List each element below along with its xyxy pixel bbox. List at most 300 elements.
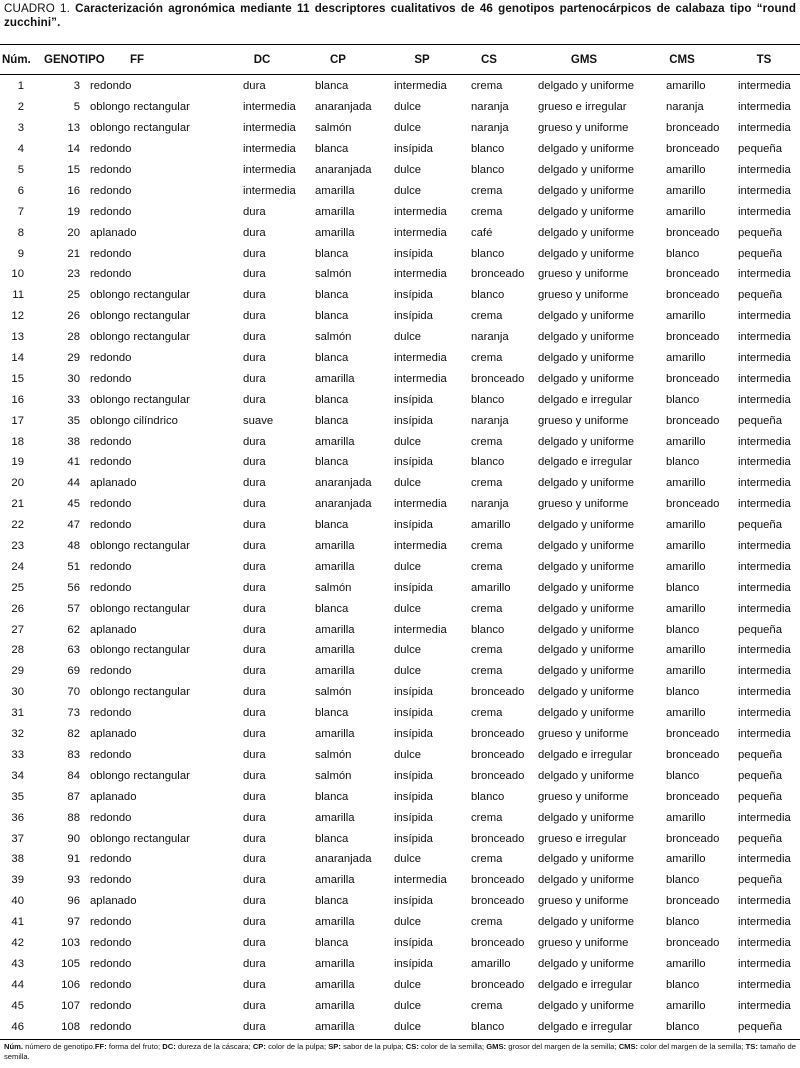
cell-gms: delgado y uniforme — [538, 811, 635, 824]
cell-sp: dulce — [394, 184, 422, 197]
cell-ts: intermedia — [738, 895, 791, 908]
cell-dc: dura — [243, 728, 266, 741]
cell-ts: intermedia — [738, 602, 791, 615]
cell-ff: aplanado — [90, 790, 137, 803]
cell-cms: bronceado — [666, 226, 720, 239]
cell-cms: naranja — [666, 101, 704, 114]
footnote-desc: sabor de la pulpa; — [340, 1042, 406, 1051]
cell-gms: grueso y uniforme — [538, 895, 629, 908]
cell-genotipo: 62 — [67, 623, 80, 636]
cell-cms: bronceado — [666, 498, 720, 511]
cell-cp: amarilla — [315, 435, 355, 448]
cell-genotipo: 103 — [61, 936, 80, 949]
cell-ff: oblongo cilíndrico — [90, 414, 178, 427]
cell-cp: blanca — [315, 707, 349, 720]
cell-dc: dura — [243, 226, 266, 239]
footnote-abbr: FF: — [94, 1042, 107, 1051]
cell-cs: blanco — [471, 143, 505, 156]
cell-sp: insípida — [394, 936, 433, 949]
cell-dc: dura — [243, 644, 266, 657]
cell-num: 20 — [11, 477, 24, 490]
table-row — [0, 828, 800, 849]
cell-ff: aplanado — [90, 226, 137, 239]
cell-ts: intermedia — [738, 101, 791, 114]
cell-cms: bronceado — [666, 728, 720, 741]
cell-num: 16 — [11, 393, 24, 406]
cell-cms: amarillo — [666, 957, 706, 970]
cell-ts: pequeña — [738, 769, 782, 782]
cell-ts: pequeña — [738, 623, 782, 636]
cell-gms: grueso y uniforme — [538, 790, 629, 803]
cell-num: 3 — [17, 122, 24, 135]
cell-num: 21 — [11, 498, 24, 511]
footnote-abbr: DC: — [162, 1042, 176, 1051]
cell-dc: intermedia — [243, 122, 296, 135]
cell-dc: dura — [243, 936, 266, 949]
cell-ff: oblongo rectangular — [90, 310, 190, 323]
cell-cp: amarilla — [315, 540, 355, 553]
cell-cms: bronceado — [666, 122, 720, 135]
cell-gms: delgado e irregular — [538, 456, 633, 469]
cell-genotipo: 90 — [67, 832, 80, 845]
cell-cp: blanca — [315, 832, 349, 845]
footnote-desc: número de genotipo. — [22, 1042, 95, 1051]
cell-dc: dura — [243, 372, 266, 385]
cell-gms: delgado y uniforme — [538, 435, 635, 448]
cell-ff: redondo — [90, 247, 132, 260]
cell-cms: blanco — [666, 456, 700, 469]
cell-cms: bronceado — [666, 748, 720, 761]
cell-ts: intermedia — [738, 999, 791, 1012]
cell-dc: dura — [243, 999, 266, 1012]
cell-cs: crema — [471, 560, 503, 573]
cell-sp: intermedia — [394, 874, 447, 887]
cell-genotipo: 3 — [73, 80, 80, 93]
cell-dc: dura — [243, 540, 266, 553]
cell-cp: salmón — [315, 769, 352, 782]
footnote-abbr: CS: — [405, 1042, 419, 1051]
cell-genotipo: 93 — [67, 874, 80, 887]
cell-cms: amarillo — [666, 435, 706, 448]
table-row — [0, 160, 800, 181]
cell-cms: amarillo — [666, 205, 706, 218]
cell-gms: delgado e irregular — [538, 1020, 633, 1033]
cell-cms: amarillo — [666, 811, 706, 824]
cell-ff: redondo — [90, 748, 132, 761]
cell-dc: dura — [243, 811, 266, 824]
cell-cp: blanca — [315, 247, 349, 260]
cell-genotipo: 45 — [67, 498, 80, 511]
cell-gms: delgado y uniforme — [538, 143, 635, 156]
cell-ts: intermedia — [738, 164, 791, 176]
cell-ff: redondo — [90, 352, 132, 365]
cell-sp: insípida — [394, 519, 433, 532]
cell-dc: dura — [243, 790, 266, 803]
cell-gms: delgado y uniforme — [538, 205, 635, 218]
cell-genotipo: 28 — [67, 331, 80, 344]
cell-cms: bronceado — [666, 936, 720, 949]
cell-num: 1 — [17, 80, 24, 93]
cell-ts: intermedia — [738, 80, 791, 93]
table-row — [0, 640, 800, 661]
cell-cms: blanco — [666, 623, 700, 636]
cell-cms: amarillo — [666, 665, 706, 678]
cell-genotipo: 69 — [67, 665, 80, 678]
cell-gms: delgado e irregular — [538, 978, 633, 991]
cell-cp: amarilla — [315, 665, 355, 678]
cell-sp: dulce — [394, 560, 422, 573]
cell-cms: amarillo — [666, 352, 706, 365]
footnote-abbr: TS: — [745, 1042, 758, 1051]
cell-num: 28 — [11, 644, 24, 657]
cell-cp: blanca — [315, 519, 349, 532]
cell-sp: insípida — [394, 790, 433, 803]
cell-gms: grueso e irregular — [538, 832, 627, 845]
cell-ts: intermedia — [738, 122, 791, 135]
table-row — [0, 306, 800, 327]
cell-num: 24 — [11, 560, 24, 573]
cell-sp: intermedia — [394, 372, 447, 385]
footnote-desc: forma del fruto; — [106, 1042, 163, 1051]
cell-num: 43 — [11, 957, 24, 970]
footnote-abbr: SP: — [328, 1042, 341, 1051]
cell-dc: dura — [243, 310, 266, 323]
cell-cp: amarilla — [315, 1020, 355, 1033]
footnote-desc: color de la semilla; — [418, 1042, 487, 1051]
cell-genotipo: 83 — [67, 748, 80, 761]
cell-num: 12 — [11, 310, 24, 323]
cell-dc: dura — [243, 581, 266, 594]
header-ff: FF — [130, 54, 145, 66]
table-row — [0, 598, 800, 619]
cell-ts: intermedia — [738, 477, 791, 490]
cell-sp: intermedia — [394, 498, 447, 511]
cell-genotipo: 44 — [67, 477, 80, 490]
cell-genotipo: 16 — [67, 184, 80, 197]
cell-sp: dulce — [394, 331, 422, 344]
cell-cp: blanca — [315, 414, 349, 427]
cell-ts: intermedia — [738, 581, 791, 594]
cell-num: 36 — [11, 811, 24, 824]
cell-sp: dulce — [394, 999, 422, 1012]
cell-sp: insípida — [394, 456, 433, 469]
cell-dc: dura — [243, 665, 266, 678]
cell-cs: bronceado — [471, 372, 525, 385]
cell-num: 44 — [11, 978, 24, 991]
cell-ts: pequeña — [738, 519, 782, 532]
cell-cs: crema — [471, 205, 503, 218]
cell-ts: intermedia — [738, 435, 791, 448]
cell-cp: salmón — [315, 331, 352, 344]
cell-dc: dura — [243, 456, 266, 469]
cell-cs: crema — [471, 352, 503, 365]
cell-num: 33 — [11, 748, 24, 761]
cell-ts: pequeña — [738, 790, 782, 803]
cell-dc: dura — [243, 957, 266, 970]
cell-genotipo: 19 — [67, 205, 80, 218]
cell-num: 19 — [11, 456, 24, 469]
cell-genotipo: 48 — [67, 540, 80, 553]
table-row — [0, 431, 800, 452]
cell-ff: aplanado — [90, 623, 137, 636]
cell-sp: dulce — [394, 978, 422, 991]
cell-ts: intermedia — [738, 957, 791, 970]
cell-sp: insípida — [394, 811, 433, 824]
cell-cp: blanca — [315, 80, 349, 93]
cell-genotipo: 13 — [67, 122, 80, 135]
cell-cms: blanco — [666, 1020, 700, 1033]
cell-gms: delgado y uniforme — [538, 519, 635, 532]
cell-cms: amarillo — [666, 164, 706, 176]
cell-cms: bronceado — [666, 895, 720, 908]
cell-cms: amarillo — [666, 477, 706, 490]
footnote-desc: color de la pulpa; — [265, 1042, 329, 1051]
cell-gms: delgado y uniforme — [538, 769, 635, 782]
cell-ff: oblongo rectangular — [90, 331, 190, 344]
cell-num: 26 — [11, 602, 24, 615]
cell-cp: amarilla — [315, 184, 355, 197]
cell-sp: insípida — [394, 393, 433, 406]
cell-ff: redondo — [90, 519, 132, 532]
cell-dc: dura — [243, 1020, 266, 1033]
cell-ts: pequeña — [738, 414, 782, 427]
cell-cs: bronceado — [471, 728, 525, 741]
table-row — [0, 995, 800, 1016]
cell-sp: dulce — [394, 435, 422, 448]
top-rule — [0, 44, 800, 45]
cell-ts: pequeña — [738, 748, 782, 761]
cell-cs: bronceado — [471, 978, 525, 991]
cell-genotipo: 21 — [67, 247, 80, 260]
cell-sp: insípida — [394, 686, 433, 699]
cell-cs: crema — [471, 665, 503, 678]
cell-gms: delgado y uniforme — [538, 372, 635, 385]
cell-ff: redondo — [90, 268, 132, 281]
header-ts: TS — [756, 54, 772, 66]
cell-ts: pequeña — [738, 143, 782, 156]
cell-dc: dura — [243, 602, 266, 615]
cell-cms: amarillo — [666, 853, 706, 866]
table-row — [0, 222, 800, 243]
cell-dc: dura — [243, 686, 266, 699]
header-cp: CP — [330, 54, 346, 66]
cell-genotipo: 23 — [67, 268, 80, 281]
cell-sp: insípida — [394, 310, 433, 323]
cell-dc: intermedia — [243, 184, 296, 197]
cell-ff: oblongo rectangular — [90, 686, 190, 699]
cell-cms: bronceado — [666, 143, 720, 156]
cell-gms: delgado y uniforme — [538, 686, 635, 699]
cell-sp: dulce — [394, 477, 422, 490]
cell-cms: bronceado — [666, 832, 720, 845]
cell-dc: dura — [243, 435, 266, 448]
cell-ff: redondo — [90, 853, 132, 866]
table-row — [0, 389, 800, 410]
table-row — [0, 786, 800, 807]
header-gms: GMS — [570, 54, 598, 66]
cell-gms: grueso y uniforme — [538, 936, 629, 949]
cell-genotipo: 106 — [61, 978, 80, 991]
cell-ts: pequeña — [738, 832, 782, 845]
cell-gms: delgado e irregular — [538, 393, 633, 406]
table-row — [0, 180, 800, 201]
cell-ts: intermedia — [738, 352, 791, 365]
cell-cs: blanco — [471, 1020, 505, 1033]
cell-num: 38 — [11, 853, 24, 866]
cell-num: 35 — [11, 790, 24, 803]
cell-cp: salmón — [315, 748, 352, 761]
cell-gms: grueso e irregular — [538, 101, 627, 114]
footnote-abbr: GMS: — [486, 1042, 507, 1051]
cell-dc: intermedia — [243, 143, 296, 156]
caption-label: CUADRO 1. — [4, 2, 70, 15]
cell-cms: blanco — [666, 247, 700, 260]
cell-ts: pequeña — [738, 247, 782, 260]
cell-num: 31 — [11, 707, 24, 720]
cell-cs: crema — [471, 477, 503, 490]
cell-ff: oblongo rectangular — [90, 769, 190, 782]
cell-ts: pequeña — [738, 1020, 782, 1033]
cell-ts: intermedia — [738, 184, 791, 197]
cell-genotipo: 33 — [67, 393, 80, 406]
cell-num: 17 — [11, 414, 24, 427]
cell-sp: dulce — [394, 164, 422, 176]
table-row — [0, 912, 800, 933]
cell-ff: oblongo rectangular — [90, 289, 190, 302]
table-row — [0, 97, 800, 118]
cell-dc: dura — [243, 707, 266, 720]
cell-cs: crema — [471, 602, 503, 615]
table-row — [0, 536, 800, 557]
cell-cs: naranja — [471, 414, 509, 427]
caption-text: Caracterización agronómica mediante 11 descriptores cualitativos de 46 genotipos partenocárpicos de calabaza tipo “round zucchini”. — [4, 2, 796, 29]
cell-cp: salmón — [315, 581, 352, 594]
table-row — [0, 139, 800, 160]
cell-cp: anaranjada — [315, 853, 372, 866]
cell-dc: dura — [243, 623, 266, 636]
header-rule — [0, 74, 800, 75]
cell-genotipo: 26 — [67, 310, 80, 323]
cell-genotipo: 87 — [67, 790, 80, 803]
cell-ff: redondo — [90, 707, 132, 720]
cell-gms: delgado y uniforme — [538, 80, 635, 93]
cell-ff: redondo — [90, 498, 132, 511]
cell-cms: amarillo — [666, 80, 706, 93]
cell-cs: crema — [471, 80, 503, 93]
cell-sp: insípida — [394, 769, 433, 782]
cell-sp: dulce — [394, 101, 422, 114]
cell-dc: dura — [243, 498, 266, 511]
cell-dc: dura — [243, 895, 266, 908]
cell-cms: bronceado — [666, 289, 720, 302]
cell-cs: bronceado — [471, 874, 525, 887]
cell-gms: delgado y uniforme — [538, 352, 635, 365]
cell-dc: dura — [243, 853, 266, 866]
table-row — [0, 807, 800, 828]
cell-ts: intermedia — [738, 978, 791, 991]
cell-cp: blanca — [315, 310, 349, 323]
footnote-abbr: Núm. — [4, 1042, 23, 1051]
cell-cms: bronceado — [666, 372, 720, 385]
cell-num: 37 — [11, 832, 24, 845]
cell-cs: bronceado — [471, 936, 525, 949]
cell-cs: blanco — [471, 790, 505, 803]
table-row — [0, 410, 800, 431]
header-dc: DC — [253, 54, 271, 66]
header-cms: CMS — [669, 54, 695, 66]
cell-cs: crema — [471, 999, 503, 1012]
cell-ff: redondo — [90, 435, 132, 448]
table-row — [0, 243, 800, 264]
cell-dc: dura — [243, 769, 266, 782]
cell-ff: oblongo rectangular — [90, 602, 190, 615]
cell-dc: dura — [243, 268, 266, 281]
cell-num: 7 — [17, 205, 24, 218]
cell-cs: bronceado — [471, 769, 525, 782]
cell-cp: blanca — [315, 393, 349, 406]
cell-cs: blanco — [471, 623, 505, 636]
cell-gms: delgado y uniforme — [538, 999, 635, 1012]
cell-ff: redondo — [90, 80, 132, 93]
cell-cs: bronceado — [471, 748, 525, 761]
cell-ff: aplanado — [90, 895, 137, 908]
cell-cs: crema — [471, 707, 503, 720]
cell-num: 9 — [17, 247, 24, 260]
cell-cp: amarilla — [315, 999, 355, 1012]
cell-cms: bronceado — [666, 331, 720, 344]
cell-gms: delgado y uniforme — [538, 644, 635, 657]
cell-genotipo: 97 — [67, 916, 80, 929]
cell-num: 15 — [11, 372, 24, 385]
cell-gms: delgado e irregular — [538, 748, 633, 761]
cell-cms: amarillo — [666, 540, 706, 553]
cell-gms: delgado y uniforme — [538, 331, 635, 344]
cell-genotipo: 14 — [67, 143, 80, 156]
table-row — [0, 953, 800, 974]
cell-cms: blanco — [666, 978, 700, 991]
table-row — [0, 974, 800, 995]
cell-num: 23 — [11, 540, 24, 553]
cell-cs: crema — [471, 916, 503, 929]
footnote-abbr: CP: — [252, 1042, 266, 1051]
cell-ff: redondo — [90, 143, 132, 156]
cell-ts: intermedia — [738, 331, 791, 344]
cell-sp: insípida — [394, 289, 433, 302]
cell-cs: crema — [471, 184, 503, 197]
cell-dc: dura — [243, 247, 266, 260]
cell-cms: blanco — [666, 581, 700, 594]
table-row — [0, 849, 800, 870]
cell-sp: insípida — [394, 957, 433, 970]
cell-dc: dura — [243, 748, 266, 761]
cell-gms: delgado y uniforme — [538, 853, 635, 866]
table-row — [0, 494, 800, 515]
table-row — [0, 348, 800, 369]
cell-genotipo: 29 — [67, 352, 80, 365]
cell-num: 25 — [11, 581, 24, 594]
table-row — [0, 327, 800, 348]
cell-genotipo: 30 — [67, 372, 80, 385]
cell-ff: redondo — [90, 811, 132, 824]
cell-sp: insípida — [394, 832, 433, 845]
table-row — [0, 765, 800, 786]
cell-gms: delgado y uniforme — [538, 581, 635, 594]
cell-cp: amarilla — [315, 644, 355, 657]
cell-cp: amarilla — [315, 205, 355, 218]
cell-sp: dulce — [394, 122, 422, 135]
cell-cp: amarilla — [315, 623, 355, 636]
cell-num: 8 — [17, 226, 24, 239]
